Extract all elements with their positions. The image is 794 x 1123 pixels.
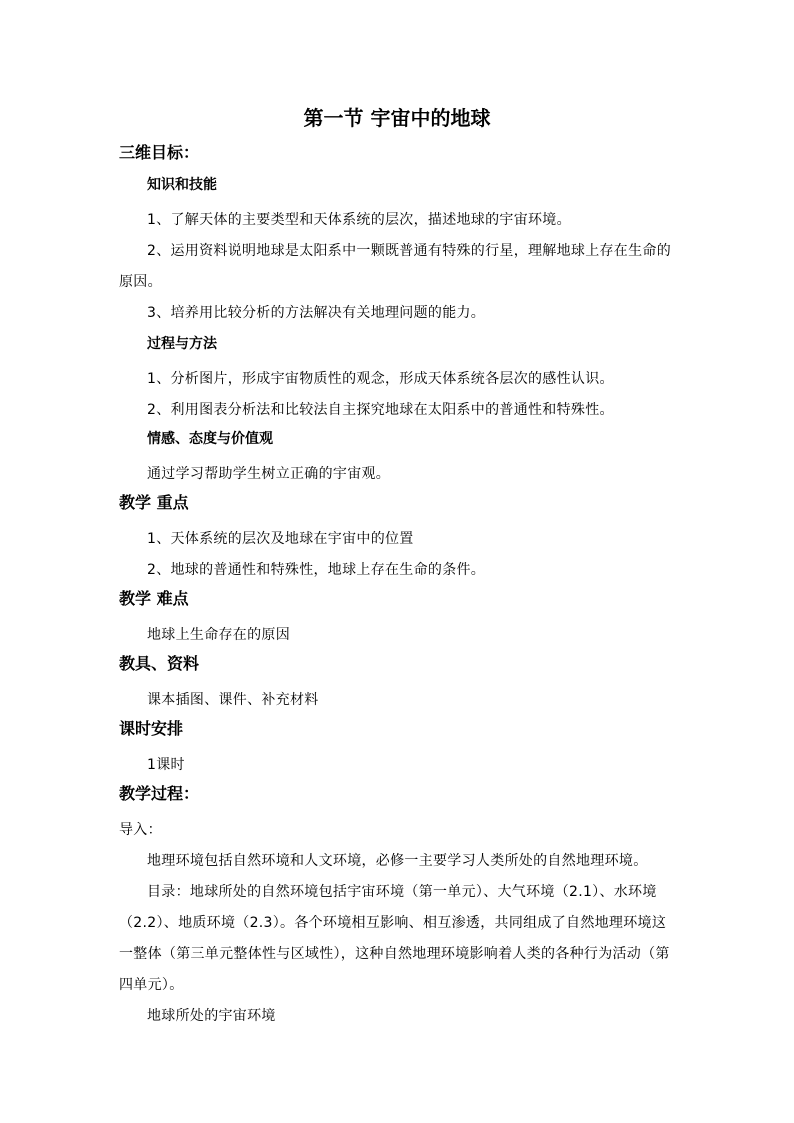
key-point-item: 1、天体系统的层次及地球在宇宙中的位置	[147, 531, 414, 547]
difficulty-heading: 教学 难点	[119, 589, 189, 608]
knowledge-heading: 知识和技能	[147, 177, 217, 193]
process-item: 2、利用图表分析法和比较法自主探究地球在太阳系中的普通性和特殊性。	[147, 402, 614, 418]
body-paragraph: 地球所处的宇宙环境	[147, 1008, 276, 1024]
document-body	[119, 142, 679, 1032]
document-title: 第一节 宇宙中的地球	[303, 106, 491, 130]
key-point-item: 2、地球的普通性和特殊性，地球上存在生命的条件。	[147, 562, 486, 578]
knowledge-item: 3、培养用比较分析的方法解决有关地理问题的能力。	[147, 305, 486, 321]
emotion-heading: 情感、态度与价值观	[147, 431, 273, 447]
goals-heading: 三维目标：	[119, 143, 200, 162]
process-main-heading: 教学过程：	[119, 784, 200, 803]
materials-text: 课本插图、课件、补充材料	[147, 692, 319, 708]
intro-label: 导入：	[119, 822, 162, 838]
body-paragraph: 目录：地球所处的自然环境包括宇宙环境（第一单元）、大气环境（2.1）、水环境（2.2）、地质环境（2.3）。各个环境相互影响、相互渗透，共同组成了自然地理环境这一整体（第三单元整体性与区域性），这种自然地理环境影响着人类的各种行为活动（第四单元）。	[119, 884, 670, 993]
key-points-heading: 教学 重点	[119, 493, 189, 512]
process-item: 1、分析图片，形成宇宙物质性的观念，形成天体系统各层次的感性认识。	[147, 371, 614, 387]
process-heading: 过程与方法	[147, 336, 217, 352]
emotion-text: 通过学习帮助学生树立正确的宇宙观。	[147, 466, 391, 482]
difficulty-text: 地球上生命存在的原因	[147, 627, 290, 643]
knowledge-item: 2、运用资料说明地球是太阳系中一颗既普通有特殊的行星，理解地球上存在生命的原因。	[119, 243, 672, 290]
knowledge-item: 1、了解天体的主要类型和天体系统的层次，描述地球的宇宙环境。	[147, 212, 571, 228]
schedule-text: 1课时	[147, 757, 185, 773]
body-paragraph: 地理环境包括自然环境和人文环境，必修一主要学习人类所处的自然地理环境。	[147, 853, 648, 869]
materials-heading: 教具、资料	[119, 654, 200, 673]
schedule-heading: 课时安排	[119, 719, 184, 738]
